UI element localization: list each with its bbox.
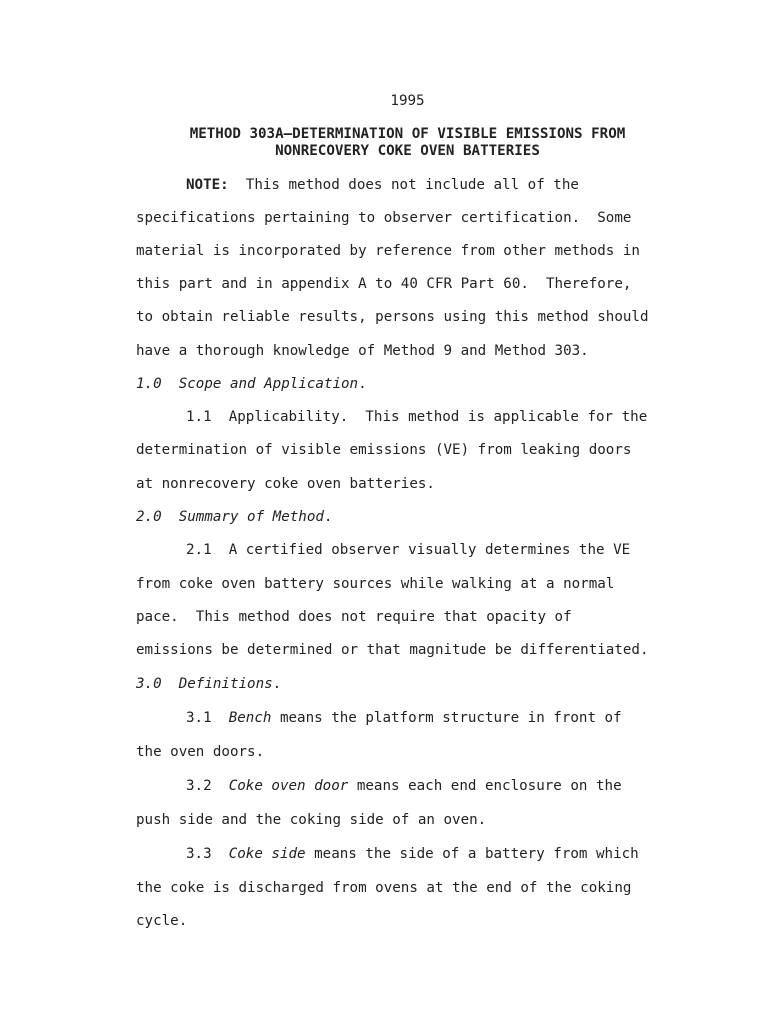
definition-term: Coke side (228, 846, 306, 862)
section-1-heading: 1.0 Scope and Application. (136, 376, 367, 392)
definition-3-2-cont: push side and the coking side of an oven. (136, 812, 487, 828)
note-label: NOTE: (186, 177, 229, 193)
title-line-1: METHOD 303A—DETERMINATION OF VISIBLE EMISSIONS FROM (189, 126, 626, 142)
note-text-4: to obtain reliable results, persons using this method should (136, 309, 649, 325)
definition-3-1-cont: the oven doors. (136, 744, 265, 760)
note-text-0: This method does not include all of the (228, 177, 579, 193)
section-1-para-line-2: determination of visible emissions (VE) from leaking doors (136, 442, 632, 458)
definition-term: Coke oven door (228, 778, 349, 794)
note-text-2: material is incorporated by reference from other methods in (136, 243, 640, 259)
definition-3-3-cont-2: cycle. (136, 913, 188, 929)
title-line-2: NONRECOVERY COKE OVEN BATTERIES (275, 143, 540, 159)
section-1-para-line-3: at nonrecovery coke oven batteries. (136, 476, 435, 492)
definition-term: Bench (228, 710, 272, 726)
section-2-para-line-4: emissions be determined or that magnitude be differentiated. (136, 642, 649, 658)
section-2-para-line-3: pace. This method does not require that opacity of (136, 609, 572, 625)
definition-3-3-cont: the coke is discharged from ovens at the end of the coking (136, 880, 632, 896)
definition-3-2: 3.2 Coke oven door means each end enclosure on the (186, 778, 622, 794)
note-first-line (186, 176, 579, 194)
definition-3-3: 3.3 Coke side means the side of a battery from which (186, 846, 639, 862)
note-text-3: this part and in appendix A to 40 CFR Part 60. Therefore, (136, 276, 632, 292)
section-2-para-line-1: 2.1 A certified observer visually determines the VE (186, 542, 631, 558)
section-3-heading: 3.0 Definitions. (136, 676, 282, 692)
page-number: 1995 (390, 93, 425, 109)
note-text-1: specifications pertaining to observer certification. Some (136, 210, 632, 226)
section-2-para-line-2: from coke oven battery sources while walking at a normal (136, 576, 615, 592)
section-2-heading: 2.0 Summary of Method. (136, 509, 333, 525)
section-1-para-line-1: 1.1 Applicability. This method is applicable for the (186, 409, 648, 425)
definition-3-1: 3.1 Bench means the platform structure in front of (186, 710, 622, 726)
note-text-5: have a thorough knowledge of Method 9 and Method 303. (136, 343, 589, 359)
